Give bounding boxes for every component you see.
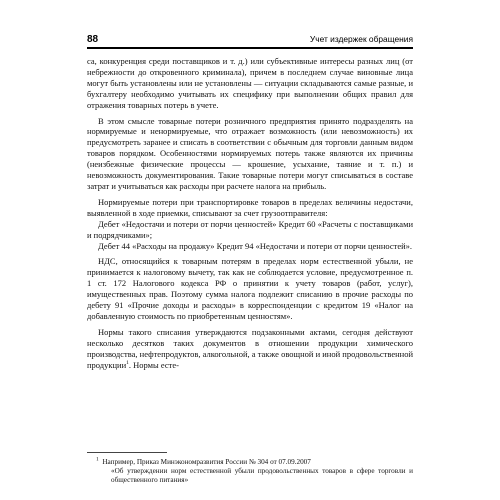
paragraph-2: В этом смысле товарные потери розничного предприятия принято подразделять на нормируемые и ненормируемые, что отражает возможность (или невозможность) их предусмотреть заранее и списать в соответствии с обычным для торговли данным видом товаров порядком. Особенностями нормируемых потерь также являются их причины (неизбежные физические процессы — крошение, усыхание, таяние и т. п.) и невозможность документирования. Такие товарные потери могут списываться в составе затрат и учитываться как расходы при расчете налога на прибыль. (87, 115, 413, 191)
footnote-line-1 (87, 458, 413, 467)
paragraph-3: Нормируемые потери при транспортировке товаров в пределах величины недостачи, выявленной в ходе приемки, списывают за счет грузоотправителя: (87, 196, 413, 218)
footnote-rule (87, 452, 167, 453)
header-rule (87, 47, 413, 49)
footnote-line-1-text: Например, Приказ Минэкономразвития России № 304 от 07.09.2007 (102, 458, 311, 466)
paragraph-5: Дебет 44 «Расходы на продажу» Кредит 94 «Недостачи и потери от порчи ценностей». (98, 240, 413, 251)
paragraph-7 (87, 327, 413, 371)
footnote-reference: 1 (126, 359, 129, 366)
running-title: Учет издержек обращения (309, 34, 413, 44)
paragraph-7-tail: . Нормы есте- (128, 359, 179, 370)
paragraph-6: НДС, относящийся к товарным потерям в пределах норм естественной убыли, не принимается к налоговому вычету, так как не соблюдается условие, предусмотренное п. 1 ст. 172 Налогового кодекса РФ о принятии к учету товаров (работ, услуг), имущественных прав. Поэтому сумма налога подлежит списанию в прочие расходы по дебету 91 «Прочие доходы и расходы» в корреспонденции с кредитом 19 «Налог на добавленную стоимость по приобретенным ценностям». (87, 256, 413, 321)
paragraph-1: са, конкуренция среди поставщиков и т. д.) или субъективные интересы разных лиц (от небрежности до откровенного криминала), причем в последнем случае виновные лица могут быть установлены или не установлены — ситуации складываются самые разные, и бухгалтеру необходимо учитывать их специфику при выполнении общих правил для отражения товарных потерь в учете. (87, 56, 413, 110)
body-text (87, 56, 413, 370)
footnote-marker: 1 (96, 456, 99, 463)
footnote (87, 458, 413, 484)
page-number: 88 (87, 34, 99, 45)
paragraph-4: Дебет «Недостачи и потери от порчи ценностей» Кредит 60 «Расчеты с поставщиками и подрядчиками»; (87, 218, 413, 240)
page-header (87, 30, 413, 52)
footnote-continuation: «Об утверждении норм естественной убыли продовольственных товаров в сфере торговли и общественного питания» (111, 466, 413, 484)
paragraph-7-text: Нормы такого списания утверждаются подзаконными актами, сегодня действуют несколько десятков таких документов в отношении продукции химического производства, нефтепродуктов, алкогольной, а также овощной и иной продовольственной продукции (87, 326, 413, 370)
